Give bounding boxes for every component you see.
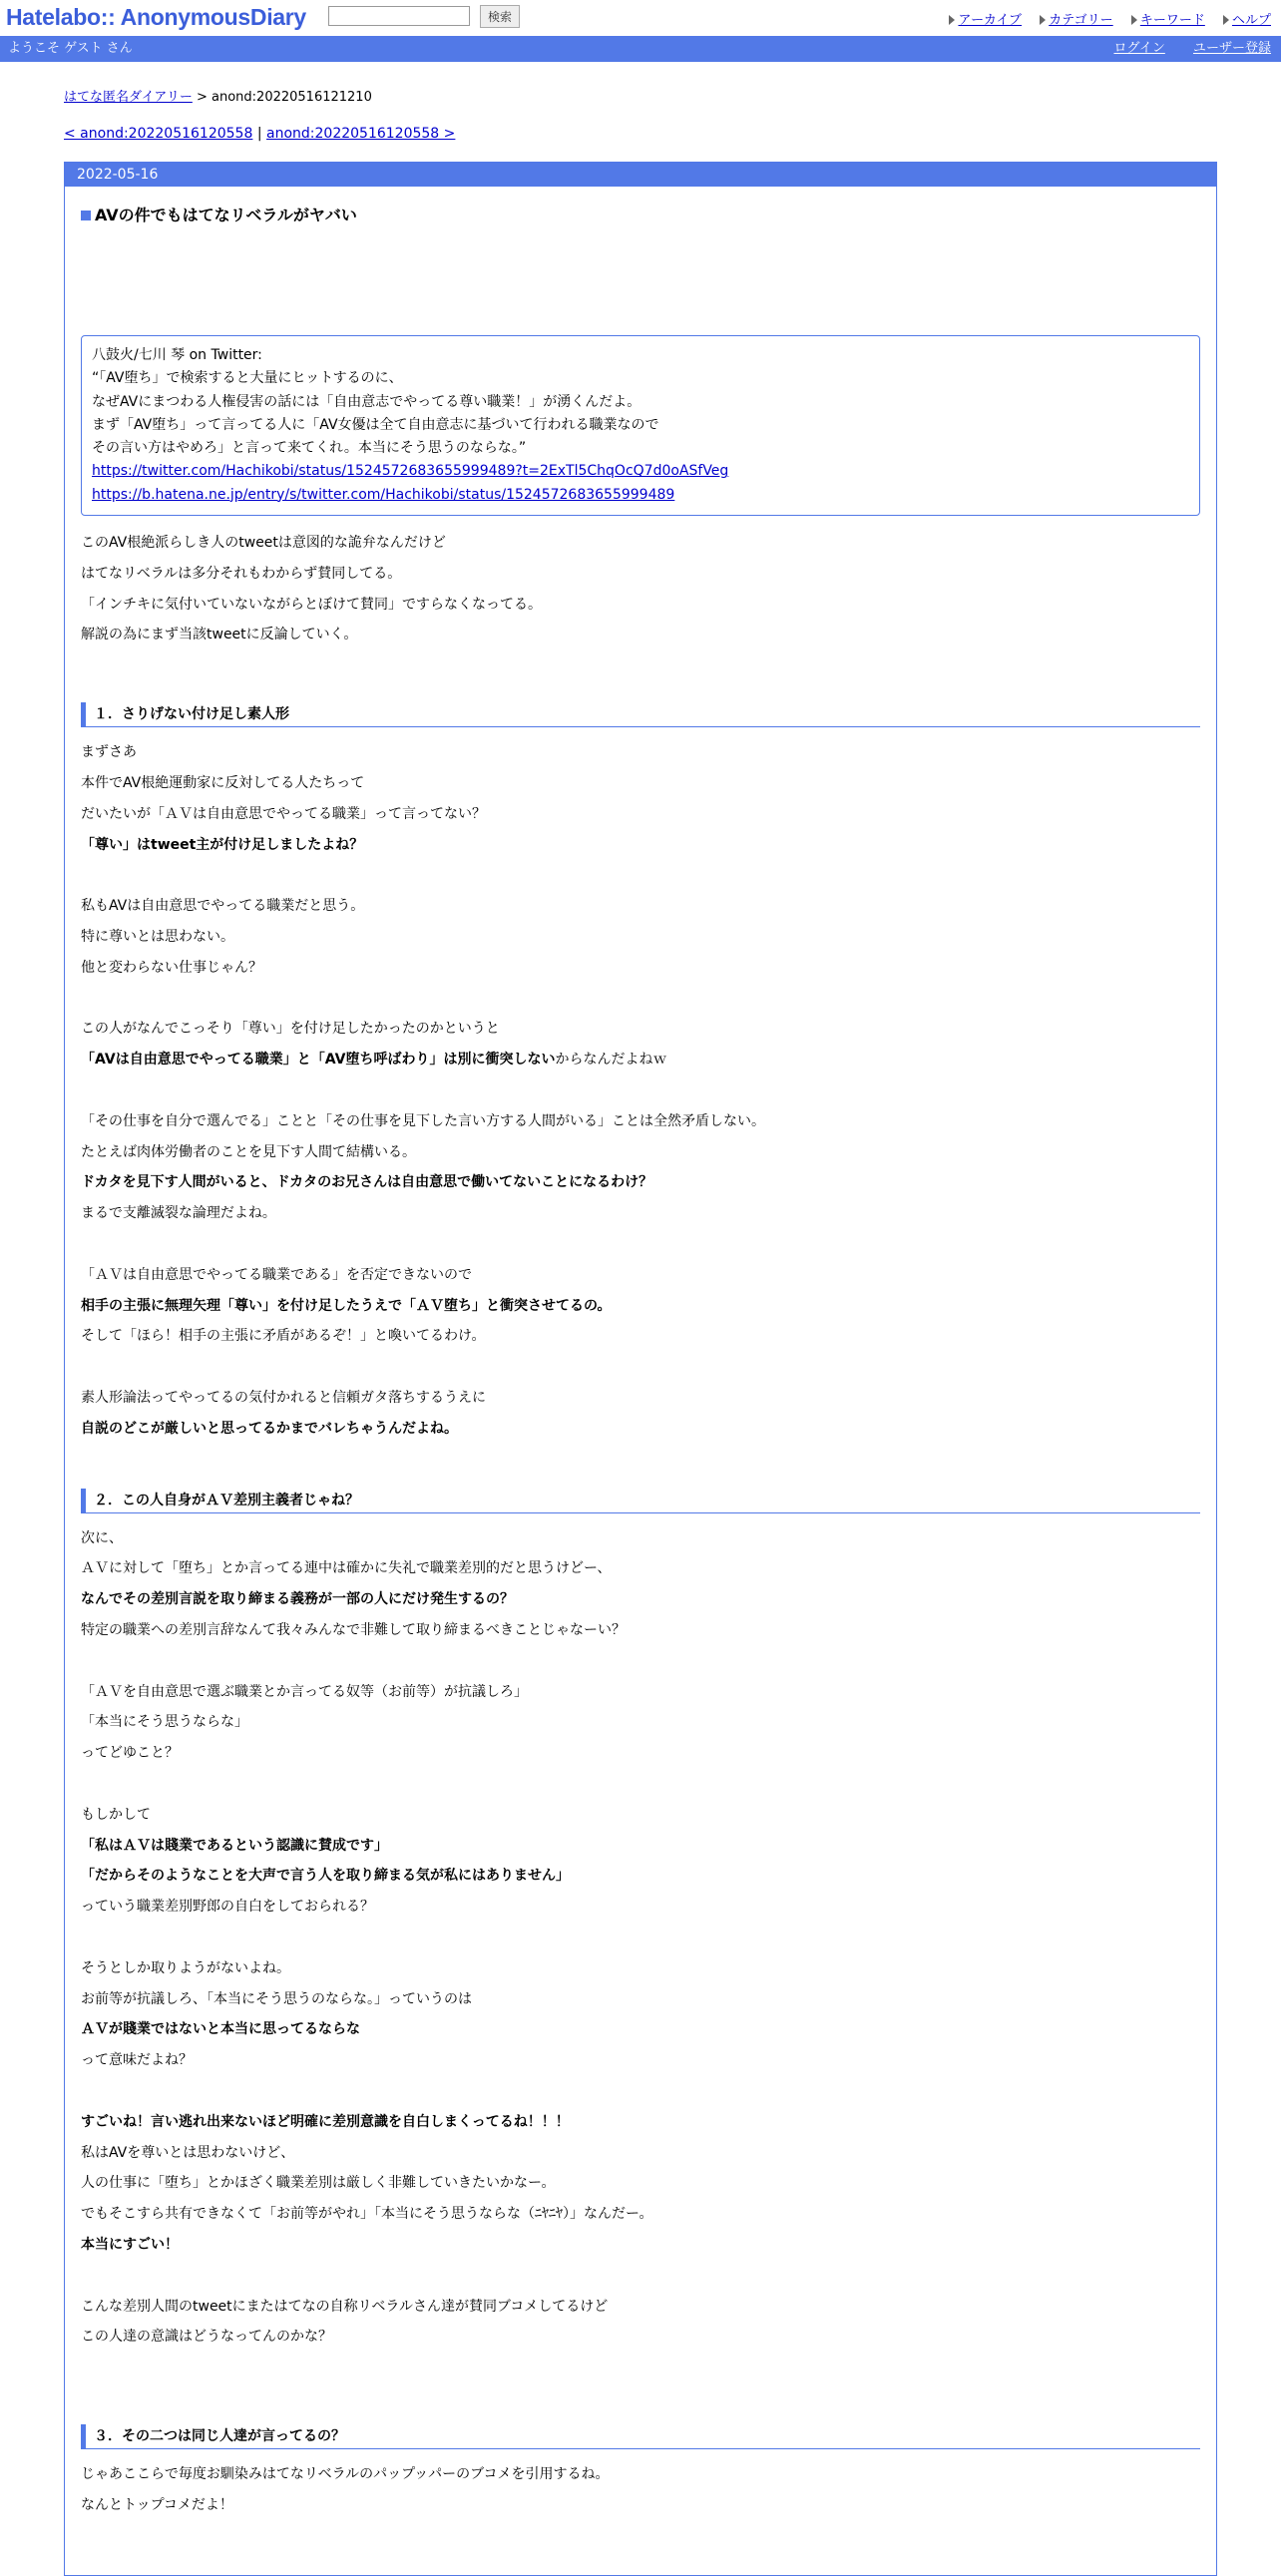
quote-line: まず「AV堕ち」って言ってる人に「AV女優は全て自由意志に基づいて行われる職業なので: [92, 416, 659, 433]
body-line: 「ＡＶは自由意思でやってる職業である」を否定できないので: [81, 1266, 472, 1283]
breadcrumb-home-link[interactable]: はてな匿名ダイアリー: [64, 90, 193, 105]
body-line: でもそこすら共有できなくて「お前等がやれ」「本当にそう思うならな（ﾆﾔﾆﾔ）」なんだー。: [81, 2206, 653, 2223]
body-line-bold: 「AVは自由意思でやってる職業」と「AV堕ち呼ばわり」は別に衝突しない: [81, 1052, 556, 1069]
entry-title-text: AVの件でもはてなリベラルがヤバい: [95, 206, 357, 224]
body-line-bold: 「尊い」はtweet主が付け足しましたよね？: [81, 836, 364, 853]
register-link[interactable]: ユーザー登録: [1192, 41, 1271, 56]
diary-day: [64, 162, 1217, 2576]
arrow-icon: [1223, 15, 1229, 25]
body-line-bold: ＡＶが賤業ではないと本当に思ってるならな: [81, 2021, 360, 2038]
welcome-bar: [0, 36, 1281, 62]
body-line: 他と変わらない仕事じゃん？: [81, 959, 262, 976]
body-line: お前等が抗議しろ、「本当にそう思うのならな。」っていうのは: [81, 1990, 472, 2007]
body-line: もしかして: [81, 1806, 151, 1823]
body-line: 次に、: [81, 1529, 123, 1546]
body-line: そして「ほら！相手の主張に矛盾があるぞ！」と喚いてるわけ。: [81, 1328, 486, 1345]
next-entry-link[interactable]: anond:20220516120558 >: [266, 126, 456, 142]
body-line: こんな差別人間のtweetにまたはてなの自称リベラルさん達が賛同ブコメしてるけど: [81, 2298, 609, 2315]
body-line-bold: 本当にすごい！: [81, 2236, 179, 2253]
entry-body: [81, 528, 1200, 2521]
site-logo[interactable]: Hatelabo:: AnonymousDiary: [6, 4, 306, 30]
body-line: 人の仕事に「堕ち」とかほざく職業差別は厳しく非難していきたいかなー。: [81, 2175, 556, 2192]
twitter-link[interactable]: https://twitter.com/Hachikobi/status/1524572683655999489?t=2ExTl5ChqOcQ7d0oASfVeg: [92, 463, 729, 480]
arrow-icon: [949, 15, 955, 25]
body-line: からなんだよねｗ: [555, 1052, 667, 1069]
top-nav: [935, 9, 1271, 28]
body-line: 「本当にそう思うならな」: [81, 1714, 248, 1731]
body-line: 私もAVは自由意思でやってる職業だと思う。: [81, 898, 365, 915]
nav-archive-link[interactable]: アーカイブ: [958, 13, 1023, 28]
body-line: 解説の為にまず当該tweetに反論していく。: [81, 627, 358, 644]
body-line: 「インチキに気付いていないながらとぼけて賛同」ですらなくなってる。: [81, 596, 542, 613]
quote-line: なぜAVにまつわる人権侵害の話には「自由意志でやってる尊い職業！」が湧くんだよ。: [92, 393, 641, 410]
prev-entry-link[interactable]: < anond:20220516120558: [64, 126, 253, 142]
body-line-bold: 相手の主張に無理矢理「尊い」を付け足したうえで「ＡＶ堕ち」と衝突させてるの。: [81, 1297, 612, 1314]
entry-date: 2022-05-16: [65, 163, 1216, 187]
body-line: まるで支離滅裂な論理だよね。: [81, 1205, 276, 1222]
arrow-icon: [1131, 15, 1137, 25]
hatena-bookmark-link[interactable]: https://b.hatena.ne.jp/entry/s/twitter.com/Hachikobi/status/1524572683655999489: [92, 486, 675, 503]
breadcrumb-current: anond:20220516121210: [212, 90, 372, 105]
body-line: 「ＡＶを自由意思で選ぶ職業とか言ってる奴等（お前等）が抗議しろ」: [81, 1683, 528, 1700]
body-line: ＡＶに対して「堕ち」とか言ってる連中は確かに失礼で職業差別的だと思うけどー、: [81, 1560, 612, 1577]
body-line-bold: 「私はＡＶは賤業であるという認識に賛成です」: [81, 1837, 388, 1854]
body-line: だいたいが「ＡＶは自由意思でやってる職業」って言ってない？: [81, 805, 486, 822]
quote-box: [81, 335, 1200, 516]
site-header: [0, 0, 1281, 36]
body-line: 特に尊いとは思わない。: [81, 929, 234, 946]
embed-spacer: [81, 225, 1200, 335]
breadcrumb-separator: >: [192, 90, 213, 105]
square-icon[interactable]: [81, 211, 91, 220]
prev-next-separator: |: [252, 126, 267, 142]
section-heading-1: １．さりげない付け足し素人形: [81, 702, 1200, 727]
body-line: この人がなんでこっそり「尊い」を付け足したかったのかというと: [81, 1021, 500, 1038]
quote-line: その言い方はやめろ」と言って来てくれ。本当にそう思うのならな。”: [92, 440, 527, 457]
body-line: っていう職業差別野郎の自白をしておられる？: [81, 1899, 374, 1916]
body-line: この人達の意識はどうなってんのかな？: [81, 2329, 332, 2346]
quote-line: “「AV堕ち」で検索すると大量にヒットするのに、: [92, 370, 403, 387]
quote-source: 八鼓火/七川 琴 on Twitter:: [92, 347, 262, 363]
body-line: 「その仕事を自分で選んでる」ことと「その仕事を見下した言い方する人間がいる」ことは全然矛盾しない。: [81, 1112, 765, 1129]
body-line: 本件でAV根絶運動家に反対してる人たちって: [81, 775, 365, 792]
body-line-bold: すごいね！言い逃れ出来ないほど明確に差別意識を自白しまくってるね！！！: [81, 2113, 570, 2130]
nav-category-link[interactable]: カテゴリー: [1049, 13, 1113, 28]
body-line: 素人形論法ってやってるの気付かれると信頼ガタ落ちするうえに: [81, 1390, 486, 1406]
body-line-bold: ドカタを見下す人間がいると、ドカタのお兄さんは自由意思で働いてないことになるわけ？: [81, 1174, 653, 1191]
entry-section: [65, 203, 1216, 2521]
breadcrumb: [64, 86, 1217, 105]
body-line-bold: なんでその差別言説を取り締まる義務が一部の人にだけ発生するの？: [81, 1591, 514, 1608]
body-line: このAV根絶派らしき人のtweetは意図的な詭弁なんだけど: [81, 535, 446, 552]
welcome-text: ようこそ ゲスト さん: [8, 41, 133, 56]
body-line: なんとトップコメだよ！: [81, 2496, 233, 2513]
prev-next-nav: [64, 126, 1217, 142]
body-line: はてなリベラルは多分それもわからず賛同してる。: [81, 565, 402, 582]
body-line: まずさあ: [81, 744, 137, 761]
search-input[interactable]: [328, 6, 470, 26]
nav-help-link[interactable]: ヘルプ: [1231, 13, 1271, 28]
login-link[interactable]: ログイン: [1113, 41, 1165, 56]
body-line: じゃあここらで毎度お馴染みはてなリベラルのパップッパーのブコメを引用するね。: [81, 2466, 610, 2483]
body-line: そうとしか取りようがないよね。: [81, 1959, 290, 1976]
section-heading-3: ３．その二つは同じ人達が言ってるの？: [81, 2424, 1200, 2449]
section-heading-2: ２．この人自身がＡＶ差別主義者じゃね？: [81, 1489, 1200, 1513]
body-line: って意味だよね？: [81, 2052, 193, 2069]
arrow-icon: [1040, 15, 1046, 25]
body-line: 私はAVを尊いとは思わないけど、: [81, 2144, 295, 2161]
nav-keyword-link[interactable]: キーワード: [1139, 13, 1205, 28]
body-line-bold: 自説のどこが厳しいと思ってるかまでバレちゃうんだよね。: [81, 1420, 458, 1437]
entry-title: [81, 203, 1200, 225]
body-line: ってどゆこと？: [81, 1745, 179, 1762]
body-line-bold: 「だからそのようなことを大声で言う人を取り締まる気が私にはありません」: [81, 1868, 570, 1885]
body-line: 特定の職業への差別言辞なんて我々みんなで非難して取り締まるべきことじゃなーい？: [81, 1621, 626, 1638]
body-line: たとえば肉体労働者のことを見下す人間て結構いる。: [81, 1143, 416, 1160]
search-button[interactable]: 検索: [480, 5, 520, 28]
